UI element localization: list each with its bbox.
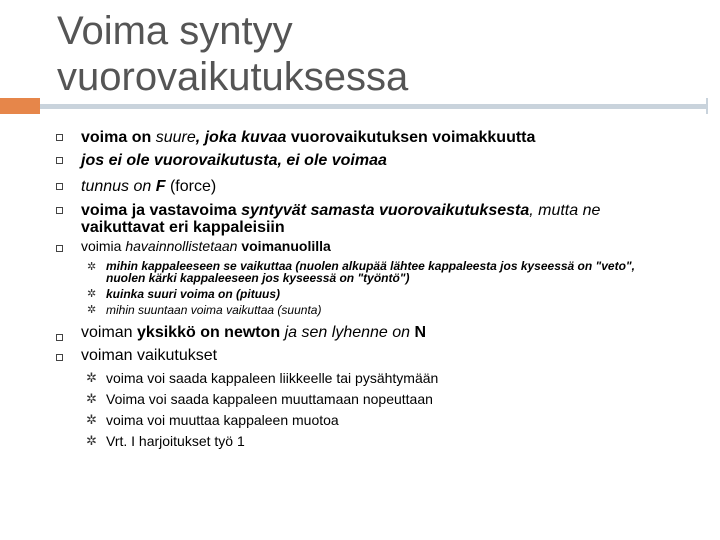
text-run: suure bbox=[155, 129, 196, 146]
bullet-4 bbox=[81, 202, 600, 219]
star-bullet-icon: ✲ bbox=[86, 433, 97, 448]
square-bullet-icon bbox=[56, 245, 63, 252]
text-run: voima on bbox=[81, 129, 156, 146]
text-run: yksikkö on newton bbox=[137, 324, 281, 341]
text-run: (force) bbox=[165, 178, 217, 195]
text-run: F bbox=[155, 178, 166, 195]
text-run: tunnus on bbox=[81, 178, 156, 195]
text-run: N bbox=[414, 324, 427, 341]
text-run: jos ei ole vuorovaikutusta, ei ole voimaa bbox=[81, 152, 387, 169]
accent-bar-right bbox=[706, 98, 720, 114]
effect-4: Vrt. I harjoitukset työ 1 bbox=[106, 433, 245, 449]
text-run: voiman vaikutukset bbox=[81, 347, 218, 364]
text-run: , joka kuvaa bbox=[195, 129, 291, 146]
subbullet-1-line1: mihin kappaleeseen se vaikuttaa (nuolen alkupää lähtee kappaleesta jos kyseessä on "veto", bbox=[106, 259, 635, 273]
bullet-1 bbox=[81, 129, 535, 146]
accent-bar-left bbox=[0, 98, 40, 114]
effect-1: voima voi saada kappaleen liikkeelle tai pysähtymään bbox=[106, 370, 439, 386]
effect-3: voima voi muuttaa kappaleen muotoa bbox=[106, 412, 339, 428]
title-divider bbox=[40, 104, 706, 109]
square-bullet-icon bbox=[56, 183, 63, 190]
bullet-2 bbox=[81, 152, 387, 169]
square-bullet-icon bbox=[56, 207, 63, 214]
slide-title-line1: Voima syntyy bbox=[57, 9, 293, 53]
star-bullet-icon: ✲ bbox=[86, 391, 97, 406]
slide-title bbox=[57, 8, 697, 100]
text-run: , mutta ne bbox=[529, 202, 601, 219]
subbullet-1-line2: nuolen kärki kappaleeseen jos kyseessä on "työntö") bbox=[106, 271, 410, 285]
slide-title-line2: vuorovaikutuksessa bbox=[57, 55, 409, 99]
text-run: ja sen lyhenne on bbox=[280, 324, 415, 341]
text-run: havainnollistetaan bbox=[125, 238, 242, 254]
subbullet-3: mihin suuntaan voima vaikuttaa (suunta) bbox=[106, 303, 322, 317]
star-bullet-icon: ✲ bbox=[86, 370, 97, 385]
bullet-4-line2: vaikuttavat eri kappaleisiin bbox=[81, 219, 285, 236]
bullet-5 bbox=[81, 238, 331, 255]
text-run: syntyvät samasta vuorovaikutuksesta bbox=[241, 202, 530, 219]
text-run: voima ja vastavoima bbox=[81, 202, 242, 219]
bullet-7 bbox=[81, 347, 217, 364]
square-bullet-icon bbox=[56, 354, 63, 361]
text-run: vuorovaikutuksen voimakkuutta bbox=[290, 129, 536, 146]
subbullet-1 bbox=[106, 260, 635, 284]
subbullet-2: kuinka suuri voima on (pituus) bbox=[106, 287, 281, 301]
star-bullet-icon: ✲ bbox=[86, 412, 97, 427]
square-bullet-icon bbox=[56, 334, 63, 341]
square-bullet-icon bbox=[56, 157, 63, 164]
text-run: voiman bbox=[81, 324, 138, 341]
square-bullet-icon bbox=[56, 134, 63, 141]
star-bullet-icon: ✲ bbox=[87, 304, 97, 316]
star-bullet-icon: ✲ bbox=[87, 288, 97, 300]
star-bullet-icon: ✲ bbox=[87, 261, 97, 273]
text-run: voimanuolilla bbox=[241, 238, 331, 254]
text-run: voimia bbox=[81, 238, 126, 254]
bullet-6 bbox=[81, 324, 426, 341]
bullet-3 bbox=[81, 178, 216, 195]
effect-2: Voima voi saada kappaleen muuttamaan nopeuttaan bbox=[106, 391, 433, 407]
